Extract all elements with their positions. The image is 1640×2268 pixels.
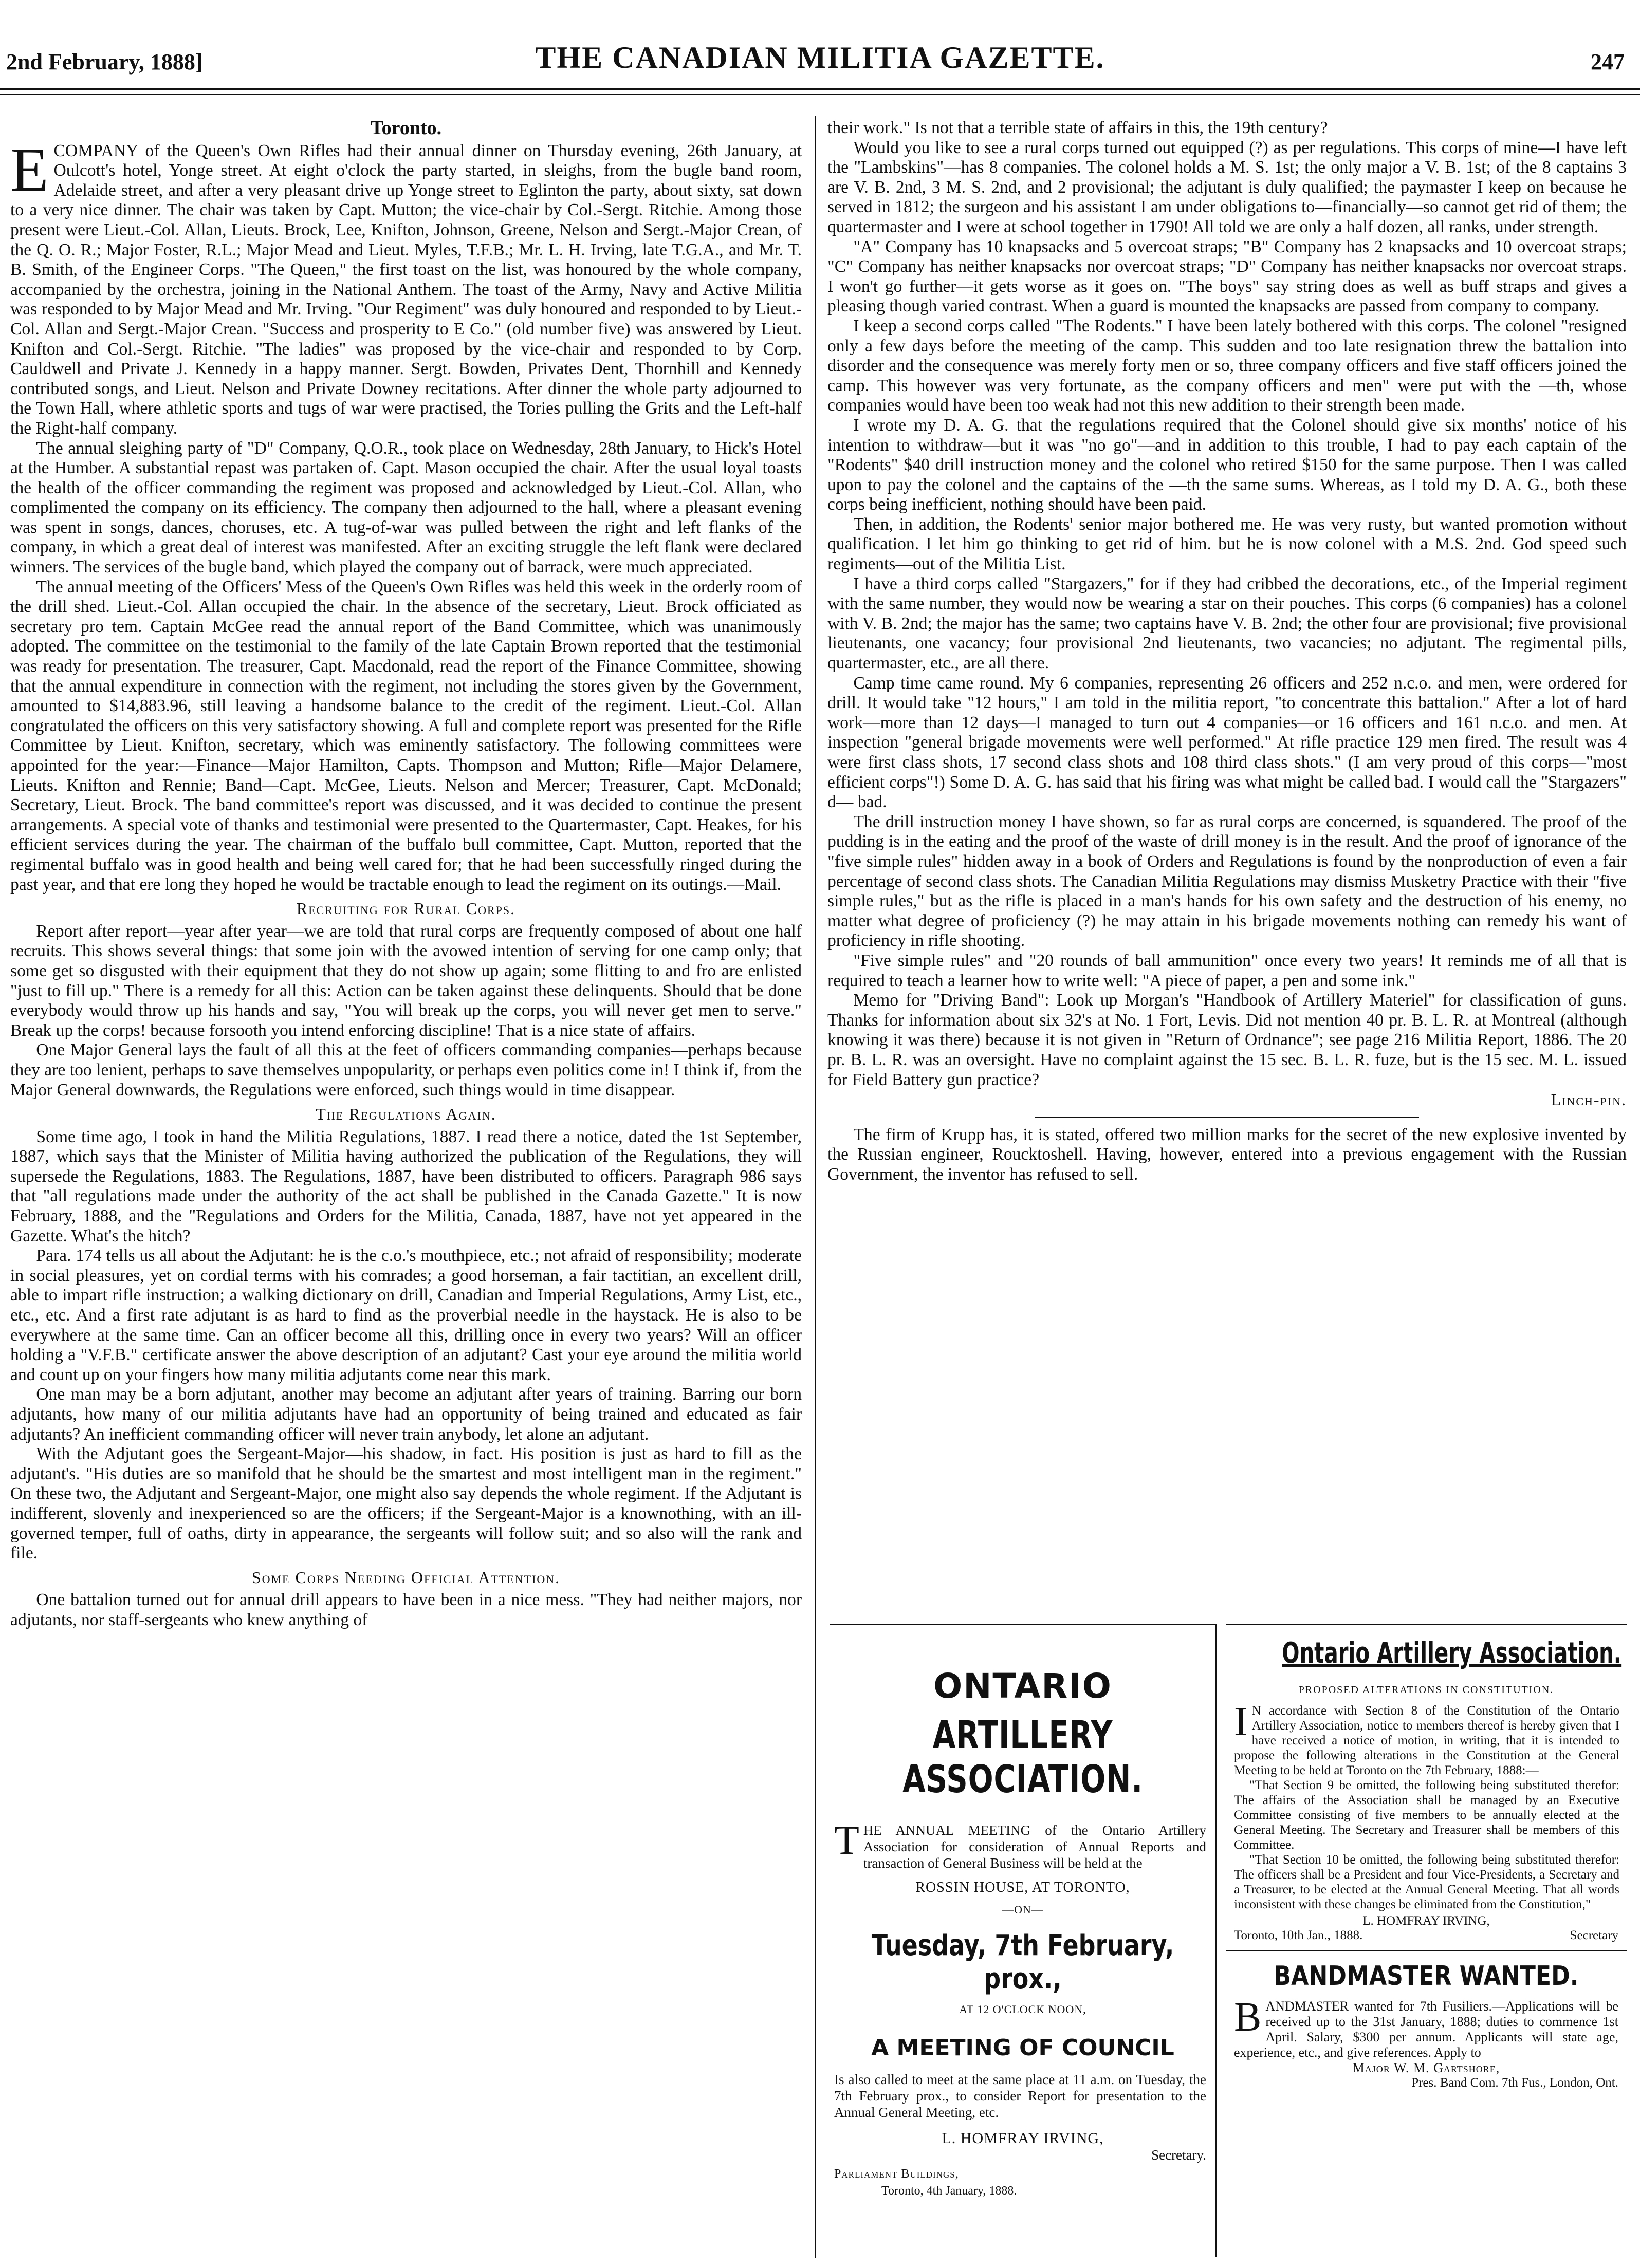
ad-dated: Toronto, 4th January, 1888. — [881, 2184, 1017, 2198]
divider — [1226, 1950, 1627, 1951]
paragraph: Then, in addition, the Rodents' senior major bothered me. He was very rusty, but wanted promotion without qualification. I let him go thinking to get rid of him. but he is now colonel with a M.S. 2nd. God speed such regiments—out of the Militia List. — [827, 514, 1627, 574]
ad-signer: L. HOMFRAY IRVING, — [942, 2130, 1104, 2147]
paragraph: Report after report—year after year—we are told that rural corps are frequently composed of about one half recruits. This shows several things: that some join with the avowed intention of serving for one camp only; that some get so disgusted with their equipment that they do not show up again; some flitting to and fro are enlisted "just to fill up." There is a remedy for all this: Action can be taken against these delinquents. Should that be done everybody would throw up his hands and say, "You will break up the corps, you will never get men to serve." Break up the corps! because forsooth you intend enforcing discipline! That is a nice state of affairs. — [10, 921, 802, 1040]
section-heading-recruiting: Recruiting for Rural Corps. — [296, 899, 516, 918]
ad-signer-role: Secretary. — [1151, 2147, 1206, 2163]
column-divider — [815, 116, 816, 2258]
ad-dated: Toronto, 10th Jan., 1888. — [1234, 1928, 1363, 1942]
ad-footer-line — [1234, 1928, 1618, 1943]
paragraph: "That Section 9 be omitted, the following being substituted therefor: The affairs of the Association shall be managed by an Executive Committee consisting of five members to be annually elected at the General Meeting. The Secretary and Treasurer shall be members of this Committee. — [1234, 1778, 1619, 1852]
drop-cap: B — [1234, 1995, 1262, 2040]
left-column — [10, 118, 802, 2266]
advertisement-constitution — [1226, 1624, 1627, 2257]
paragraph: The firm of Krupp has, it is stated, offered two million marks for the secret of the new explosive invented by the Russian engineer, Roucktoshell. Having, however, entered into a previous engagement with the Russian Government, the inventor has refused to sell. — [827, 1125, 1627, 1184]
header-rule — [0, 88, 1640, 90]
ad-council-body: Is also called to meet at the same place at 11 a.m. on Tuesday, the 7th February prox., to consider Report for presentation to the Annual General Meeting, etc. — [834, 2072, 1206, 2120]
paragraph: One man may be a born adjutant, another may become an adjutant after years of training. Barring our born adjutants, how many of our militia adjutants have had an opportunity of being trained and educated as fair adjutants? An inefficient commanding officer will never train anybody, let alone an adjutant. — [10, 1385, 802, 1444]
paragraph: their work." Is not that a terrible state of affairs in this, the 19th century? — [827, 118, 1328, 137]
paragraph: With the Adjutant goes the Sergeant-Major—his shadow, in fact. His position is just as hard to fill as the adjutant's. "His duties are so manifold that he should be the smartest and most intelligent man in the regiment." On these two, the Adjutant and Sergeant-Major, one might also say depends the whole regiment. If the Adjutant is indifferent, slovenly and inexperienced so are the officers; if the Sergeant-Major is a knownothing, with an ill-governed temper, full of oaths, dirty in appearance, the sergeants will follow suit; and so also will the rank and file. — [10, 1444, 802, 1563]
paragraph: Memo for "Driving Band": Look up Morgan's "Handbook of Artillery Materiel" for classification of guns. Thanks for information about six 32's at No. 1 Fort, Levis. Did not mention 40 pr. B. L. R. at Montreal (although knowing it was there) because it is not given in "Return of Ordnance"; see page 216 Militia Report, 1886. The 20 pr. B. L. R. was an oversight. Have no complaint against the 15 sec. B. L. R. fuze, but is the 15 sec. M. L. issued for Field Battery gun practice? — [827, 991, 1627, 1089]
section-heading-corps: Some Corps Needing Official Attention. — [251, 1568, 561, 1587]
paragraph: Some time ago, I took in hand the Militia Regulations, 1887. I read there a notice, dated the 1st September, 1887, which says that the Minister of Militia having authorized the publication of the Regulations, they will supersede the Regulations, 1883. The Regulations, 1887, have been distributed to officers. Paragraph 986 says that "all regulations made under the authority of the act shall be published in the Canada Gazette." It is now February, 1888, and the "Regulations and Orders for the Militia, Canada, 1887, have not yet appeared in the Gazette. What's the hitch? — [10, 1127, 802, 1245]
ad-title: ONTARIO — [933, 1666, 1112, 1706]
ad-signer-role: Pres. Band Com. 7th Fus., London, Ont. — [1411, 2076, 1618, 2090]
ad-signer-role: Secretary — [1570, 1928, 1618, 1942]
paragraph: "Five simple rules" and "20 rounds of ball ammunition" once every two years! It reminds me of all that is required to teach a learner how to write well: "A piece of paper, a pen and some ink." — [827, 951, 1627, 990]
paragraph: Para. 174 tells us all about the Adjutant: he is the c.o.'s mouthpiece, etc.; not afraid of responsibility; moderate in social pleasures, yet on cordial terms with his comrades; a good horseman, a fair tactitian, an excellent drill, able to impart rifle instruction; a walking dictionary on drill, Canadian and Imperial Regulations, Army List, etc., etc., etc. And a first rate adjutant is as hard to find as the proverbial needle in the haystack. He is also to be everywhere at the same time. Can an officer become all this, drilling once in every two years? Will an officer holding a "V.F.B." certificate answer the above description of an adjutant? Cast your eye around the militia world and count up on your fingers how many militia adjutants come near this mark. — [10, 1246, 802, 1384]
ad-on: —ON— — [1002, 1903, 1043, 1916]
paragraph: "That Section 10 be omitted, the following being substituted therefor: The officers shall be a President and four Vice-Presidents, a Secretary and a Treasurer, to be elected at the Annual General Meeting. That all words inconsistent with these changes be eliminated from the Constitution," — [1234, 1853, 1619, 1911]
paragraph: ECOMPANY of the Queen's Own Rifles had their annual dinner on Thursday evening, 26th January, at Oulcott's hotel, Yonge street. At eight o'clock the party started, in sleighs, from the bugle band room, Adelaide street, and after a very pleasant drive up Yonge street to Eglinton the party, about sixty, sat down to a very nice dinner. The chair was taken by Capt. Mutton; the vice-chair by Col.-Sergt. Ritchie. Among those present were Lieut.-Col. Allan, Lieuts. Brock, Lee, Knifton, Johnson, Greene, Nelson and Sergt.-Major Crean, of the Q. O. R.; Major Foster, R.L.; Major Mead and Lieut. Myles, T.F.B.; Mr. L. H. Irving, late T.G.A., and Mr. T. B. Smith, of the Engineer Corps. "The Queen," the first toast on the list, was honoured by the whole company, accompanied by the orchestra, joining in the National Anthem. The toast of the Army, Navy and Active Militia was responded to by Major Mead and Mr. Irving. "Our Regiment" was duly honoured and responded to by Lieut.-Col. Allan and Sergt.-Major Crean. "Success and prosperity to E Co." (old number five) was answered by Lieut. Knifton and Col.-Sergt. Ritchie. "The ladies" was proposed by the vice-chair and responded to by Corp. Cauldwell and Private J. Kennedy in a happy manner. Sergt. Bowden, Privates Dent, Thornhill and Kennedy contributed songs, and Lieut. Nelson and Private Downey recitations. After dinner the whole party adjourned to the Town Hall, where athletic sports and tugs of war were practised, the Tories pulling the Grits and the Left-half the Right-half company. — [10, 135, 802, 438]
paragraph: The annual sleighing party of "D" Company, Q.O.R., took place on Wednesday, 28th January, to Hick's Hotel at the Humber. A substantial repast was partaken of. Capt. Mason occupied the chair. After the usual loyal toasts the health of the officer commanding the regiment was proposed and acknowledged by Lieut.-Col. Allan, who complimented the company on its efficiency. The company then adjourned to the hall, where a pleasant evening was spent in songs, dances, choruses, etc. A tug-of-war was pulled between the right and left flanks of the company, in which a great deal of interest was manifested. After an exciting struggle the left flank were declared winners. The services of the bugle band, which played the company out of barrack, were much appreciated. — [10, 438, 802, 577]
paragraph: Camp time came round. My 6 companies, representing 26 officers and 252 n.c.o. and men, were ordered for drill. It would take "12 hours," I am told in the militia report, "to concentrate this battalion." After a lot of hard work—more than 12 days—I managed to turn out 4 companies—or 16 officers and 161 n.c.o. and men. At inspection "general brigade movements were well performed." At rifle practice 129 men fired. The result was 4 were first class shots, 17 second class shots and 108 third class shots." (I am very proud of this corps—"most efficient corps"!) Some D. A. G. has said that his firing was what might be called bad. I would call the "Stargazers" d— bad. — [827, 673, 1627, 812]
ad-signer: L. HOMFRAY IRVING, — [1362, 1914, 1490, 1928]
drop-cap: I — [1234, 1699, 1248, 1744]
paragraph: One Major General lays the fault of all this at the feet of officers commanding companies—perhaps because they are too lenient, perhaps to save themselves unpopularity, or perhaps even politics come in! I think if, from the Major General downwards, the Regulations were enforced, such things would in time disappear. — [10, 1040, 802, 1100]
paragraph: One battalion turned out for annual drill appears to have been in a nice mess. "They had neither majors, nor adjutants, nor staff-sergeants who knew anything of — [10, 1590, 802, 1629]
ad-time: AT 12 O'CLOCK NOON, — [959, 2003, 1086, 2016]
ad-body: THE ANNUAL MEETING of the Ontario Artillery Association for consideration of Annual Reports and transaction of General Business will be held at the — [834, 1818, 1206, 1871]
ad-body — [1234, 1699, 1619, 1912]
page-header — [0, 0, 1640, 87]
divider — [1035, 1117, 1418, 1118]
ad-venue: ROSSIN HOUSE, AT TORONTO, — [915, 1880, 1130, 1895]
right-column — [827, 118, 1627, 1624]
advertisement-annual-meeting — [830, 1624, 1217, 2257]
ad-signer: Major W. M. Gartshore, — [1352, 2060, 1500, 2075]
ad-body: BANDMASTER wanted for 7th Fusiliers.—Applications will be received up to the 31st January, 1888; duties to commence 1st April. Salary, $300 per annum. Applicants will state age, experience, etc., and give references. Apply to — [1234, 1995, 1618, 2060]
paragraph: "A" Company has 10 knapsacks and 5 overcoat straps; "B" Company has 2 knapsacks and 10 overcoat straps; "C" Company has neither knapsacks nor overcoat straps; "D" Company has neither knapsacks nor overcoat straps. I won't go further—it gets worse as it goes on. "The boys" say string does as well as buff straps and gives a pleasing though varied contrast. When a guard is mounted the knapsacks are passed from company to company. — [827, 237, 1627, 316]
signature: Linch-pin. — [1551, 1090, 1627, 1109]
ad-council-heading: A MEETING OF COUNCIL — [871, 2035, 1174, 2061]
paragraph: I wrote my D. A. G. that the regulations required that the Colonel should give six months' notice of his intention to withdraw—but it was "no go"—and in addition to this trouble, I had to pay each captain of the "Rodents" $40 drill instruction money and the colonel who retired $150 for the same purpose. Then I was called upon to pay the colonel and the captains of the —th the same sums. Whereas, as I told my D. A. G., both these corps being inefficient, nothing should have been paid. — [827, 415, 1627, 514]
ad-title: ARTILLERY ASSOCIATION. — [902, 1713, 1143, 1801]
paragraph: I keep a second corps called "The Rodents." I have been lately bothered with this corps. The colonel "resigned only a few days before the meeting of the camp. This sudden and too late resignation threw the battalion into disorder and the consequence was merely forty men or so, three company officers and five staff officers joined the camp. This however was very fortunate, as the company officers and men" were put with the —th, whose companies would have been too weak had not this new addition to their strength been made. — [827, 316, 1627, 415]
ad-title-bandmaster: BANDMASTER WANTED. — [1274, 1961, 1579, 1992]
section-title-toronto: Toronto. — [370, 117, 442, 139]
section-heading-regulations: The Regulations Again. — [316, 1105, 496, 1124]
paragraph: The annual meeting of the Officers' Mess of the Queen's Own Rifles was held this week in the orderly room of the drill shed. Lieut.-Col. Allan occupied the chair. In the absence of the secretary, Lieut. Brock officiated as secretary pro tem. Captain McGee read the annual report of the Band Committee, which was unanimously adopted. The committee on the testimonial to the family of the late Captain Brown reported that the testimonial was ready for presentation. The treasurer, Capt. Macdonald, read the report of the Finance Committee, showing that the annual expenditure in connection with the regiment, not including the stores given by the Government, amounted to $14,883.96, still leaving a handsome balance to the credit of the regiment. Lieut.-Col. Allan congratulated the officers on this very satisfactory showing. A full and complete report was presented for the Rifle Committee by Lieut. Knifton, secretary, which was eminently satisfactory. The following committees were appointed for the year:—Finance—Major Hamilton, Capts. Thompson and Mutton; Rifle—Major Delamere, Lieuts. Knifton and Rennie; Band—Capt. McGee, Lieuts. Nelson and Mercer; Treasurer, Capt. McDonald; Secretary, Lieut. Brock. The band committee's report was discussed, and it was decided to continue the present arrangements. A special vote of thanks and testimonial were presented to the Quartermaster, Capt. Heakes, for his efficient services during the year. The chairman of the buffalo bull committee, Capt. Mutton, reported that the regimental buffalo was in good health and being well cared for; that he had been successfully ringed during the past year, and that ere long they hoped he would be tractable enough to lead the regiment on its outings.—Mail. — [10, 577, 802, 894]
issue-date: 2nd February, 1888] — [6, 49, 203, 75]
ad-subtitle: PROPOSED ALTERATIONS IN CONSTITUTION. — [1298, 1684, 1554, 1696]
ad-date: Tuesday, 7th February, prox., — [871, 1929, 1174, 1996]
header-rule-thin — [0, 94, 1640, 95]
page-number: 247 — [1591, 49, 1625, 75]
paragraph: I N accordance with Section 8 of the Constitution of the Ontario Artillery Association, notice to members thereof is hereby given that I have received a notice of motion, in writing, that it is intended to propose the following alterations in the Constitution at the General Meeting to be held at Toronto on the 7th February, 1888:— — [1234, 1699, 1619, 1777]
drop-cap: E — [10, 135, 49, 205]
publication-title: THE CANADIAN MILITIA GAZETTE. — [535, 41, 1105, 75]
ad-address: Parliament Buildings, — [834, 2167, 959, 2181]
paragraph: Would you like to see a rural corps turned out equipped (?) as per regulations. This corps of mine—I have left the "Lambskins"—has 8 companies. The colonel holds a M. S. 1st; the only major a V. B. 1st; of the 8 captains 3 are V. B. 2nd, 3 M. S. 2nd, and 2 provisional; the adjutant is duly qualified; the paymaster I keep on because he served in 1812; the surgeon and his assistant I am under obligations to—financially—so cannot get rid of them; the quartermaster and I were at school together in 1790! All told we are only a half dozen, all ranks, under strength. — [827, 138, 1627, 236]
drop-cap: T — [834, 1818, 859, 1863]
paragraph: I have a third corps called "Stargazers," for if they had cribbed the decorations, etc., of the Imperial regiment with the same number, they would now be wearing a star on their pouches. This corps (6 companies) has a colonel with V. B. 2nd; the major has the same; two captains have V. B. 2nd; the other four are provisional; five provisional lieutenants, one vacancy; four provisional 2nd lieutenants, two vacancies; no adjutant. The regimental pills, quartermaster, etc., are all there. — [827, 574, 1627, 673]
paragraph: The drill instruction money I have shown, so far as rural corps are concerned, is squandered. The proof of the pudding is in the eating and the proof of the waste of drill money is in the result. And the proof of ignorance of the "five simple rules" hidden away in a book of Orders and Regulations is found by the nonproduction of even a fair percentage of second class shots. The Canadian Militia Regulations may dismiss Musketry Practice with their "five simple rules," but as the rifle is placed in a man's hands for his own safety and the destruction of his enemy, no matter what degree of proficiency (?) he may attain in his brigade movements nothing can remedy his want of proficiency in rifle shooting. — [827, 812, 1627, 951]
ad-title: Ontario Artillery Association. — [1282, 1637, 1622, 1670]
